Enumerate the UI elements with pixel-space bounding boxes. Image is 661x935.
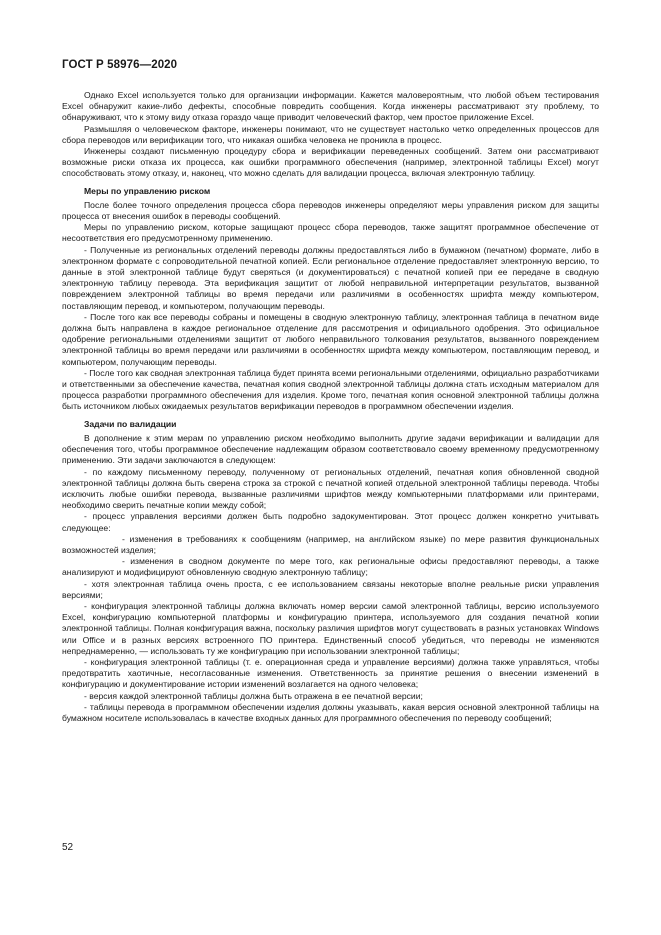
list-item: - конфигурация электронной таблицы (т. е. операционная среда и управление версиями) должна также управляться, чтобы предотвратить хаотичные, несогласованные изменения. Ответственность за принятие решения о внесении изменений в конфигурацию и документирование истории изменений возлагается на одного человека; [62,656,599,690]
list-item: - процесс управления версиями должен быть подробно задокументирован. Этот процесс должен конкретно учитывать следующее: [62,511,599,533]
paragraph: Меры по управлению риском, которые защищают процесс сбора переводов, также защитят программное обеспечение от несоответствия его предусмотренному применению. [62,222,599,244]
section-heading-validation: Задачи по валидации [84,418,177,429]
paragraph: В дополнение к этим мерам по управлению риском необходимо выполнить другие задачи верификации и валидации для обеспечения того, чтобы программное обеспечение надлежащим образом соответствовало своему временному предусмотренному применению. Эти задачи заключаются в следующем: [62,432,599,466]
sub-list-item: - изменения в требованиях к сообщениям (например, на английском языке) по мере развития функциональных возможностей изделия; [62,533,599,555]
list-item: - Полученные из региональных отделений переводы должны предоставляться либо в бумажном (печатном) формате, либо в электронном формате с сопроводительной печатной копией. Если региональное отделение предоставляет электронную версию, то данные в этой электронной таблице будут сверяться (и документироваться) с печатной копией при ее передаче в сводную электронную таблицу перевода. Эта верификация защитит от любой неправильной интерпретации результатов, вызванной повреждением электронной таблицы во время передачи или различиями в особенностях шрифта между компьютером, поставляющим перевод, и компьютером, получающим переводы. [62,244,599,311]
paragraph: После более точного определения процесса сбора переводов инженеры определяют меры управления риском для защиты процесса от внесения ошибок в переводы сообщений. [62,199,599,222]
list-item: - версия каждой электронной таблицы должна быть отражена в ее печатной версии; [84,690,423,701]
list-item: - по каждому письменному переводу, полученному от региональных отделений, печатная копия обновленной сводной электронной таблицы должна быть сверена строка за строкой с печатной копией отдельной электронной таблицы перевода. Чтобы исключить любые ошибки перевода, вызванные различиями шрифтов между компьютерными платформами или принтерами, необходимо сверить печатные копии между собой; [62,466,599,511]
paragraph: Инженеры создают письменную процедуру сбора и верификации переведенных сообщений. Затем они рассматривают возможные риски отказа их процесса, как ошибки программного обеспечения (например, электронной таблицы Excel) могут способствовать этому отказу, и, наконец, что можно сделать для валидации процесса, включая электронную таблицу. [62,146,599,179]
paragraph: Размышляя о человеческом факторе, инженеры понимают, что не существует настолько четко определенных процессов для сбора переводов или верификации того, что никакая ошибка человека не проникла в процесс. [62,123,599,145]
list-item: - таблицы перевода в программном обеспечении изделия должны указывать, какая версия основной электронной таблицы на бумажном носителе использовалась в качестве входных данных для программного обеспечения по переводу сообщений; [62,701,599,723]
document-header: ГОСТ Р 58976—2020 [62,59,178,71]
list-item: - После того как сводная электронная таблица будет принята всеми региональными отделениями, официально разработчиками и ответственными за обеспечение качества, печатная копия сводной электронной таблицы должна стать исходным материалом для процесса разработки программного обеспечения для изделия. Кроме того, печатная копия основной электронной таблицы должна быть источником любых ожидаемых результатов верификации переводов в программном обеспечении изделия. [62,367,600,412]
list-item: - хотя электронная таблица очень проста, с ее использованием связаны некоторые вполне реальные риски управления версиями; [62,578,599,600]
list-item: - конфигурация электронной таблицы должна включать номер версии самой электронной таблицы, версию используемого Excel, конфигурацию компьютерной платформы и конфигурацию принтера, используемого для создания печатной копии электронной таблицы. Полная конфигурация важна, поскольку различия шрифтов могут существовать в разных установках Windows или Office и в разных версиях встроенного ПО принтера. Единственный способ убедиться, что переводы не изменяются непреднамеренно, — использовать ту же конфигурацию при использовании электронной таблицы; [62,600,599,656]
page-number: 52 [62,842,74,853]
paragraph: Однако Excel используется только для организации информации. Кажется маловероятным, что любой объем тестирования Excel обнаружит какие-либо дефекты, способные повредить сообщения. Когда инженеры рассматривают эту проблему, то обнаруживают, что к этому виду отказа гораздо чаще приводит человеческий фактор, чем простое приложение Excel. [62,90,599,123]
list-item: - После того как все переводы собраны и помещены в сводную электронную таблицу, электронная таблица в печатном виде должна быть направлена в каждое региональное отделение для рассмотрения и официального одобрения. Это официальное одобрение региональными отделениями защитит от любого неправильного толкования результатов, вызванного повреждением электронной таблицы во время передачи или различиями в особенностях шрифта между компьютером, поставляющим перевод, и компьютером, получающим переводы. [62,311,599,367]
document-body [62,90,599,724]
section-heading-risk: Меры по управлению риском [84,185,211,196]
sub-list-item: - изменения в сводном документе по мере того, как региональные офисы предоставляют переводы, а также анализируют и модифицируют обновленную сводную электронную таблицу; [62,556,599,578]
